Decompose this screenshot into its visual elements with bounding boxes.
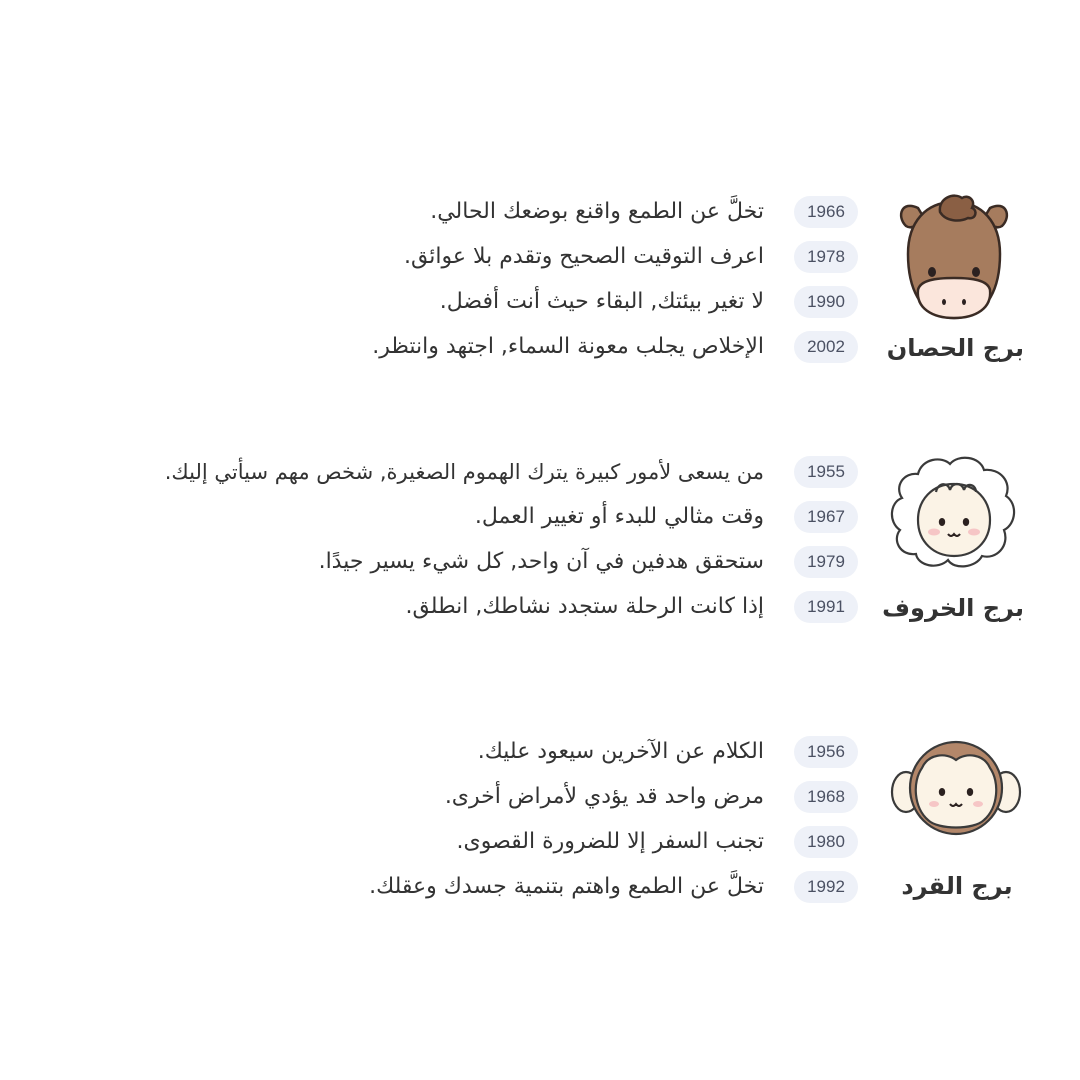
year-badge: 1955 — [794, 456, 858, 488]
fortune-row — [0, 501, 1080, 541]
year-badge: 1956 — [794, 736, 858, 768]
fortune-text: إذا كانت الرحلة ستجدد نشاطك, انطلق. — [405, 594, 764, 619]
year-badge: 1980 — [794, 826, 858, 858]
year-badge: 1992 — [794, 871, 858, 903]
zodiac-name-monkey: برج القرد — [901, 872, 1013, 900]
fortune-row — [0, 286, 1080, 326]
fortune-row — [0, 456, 1080, 496]
fortune-row — [0, 736, 1080, 776]
fortune-row — [0, 196, 1080, 236]
fortune-text: لا تغير بيئتك, البقاء حيث أنت أفضل. — [439, 289, 764, 314]
fortune-row — [0, 331, 1080, 371]
fortune-text: تخلَّ عن الطمع واهتم بتنمية جسدك وعقلك. — [369, 874, 764, 899]
year-badge: 1991 — [794, 591, 858, 623]
year-badge: 1979 — [794, 546, 858, 578]
fortune-text: تجنب السفر إلا للضرورة القصوى. — [456, 829, 764, 854]
fortune-text: من يسعى لأمور كبيرة يترك الهموم الصغيرة, شخص مهم سيأتي إليك. — [164, 460, 764, 484]
fortune-row — [0, 546, 1080, 586]
fortune-row — [0, 871, 1080, 911]
year-badge: 1990 — [794, 286, 858, 318]
year-badge: 1966 — [794, 196, 858, 228]
fortune-text: اعرف التوقيت الصحيح وتقدم بلا عوائق. — [403, 244, 764, 269]
fortune-text: وقت مثالي للبدء أو تغيير العمل. — [474, 504, 764, 529]
fortune-text: مرض واحد قد يؤدي لأمراض أخرى. — [444, 784, 764, 809]
year-badge: 1968 — [794, 781, 858, 813]
fortune-row — [0, 826, 1080, 866]
fortune-text: تخلَّ عن الطمع واقنع بوضعك الحالي. — [430, 199, 764, 224]
year-badge: 1978 — [794, 241, 858, 273]
fortune-row — [0, 241, 1080, 281]
zodiac-name-sheep: برج الخروف — [882, 594, 1024, 622]
year-badge: 1967 — [794, 501, 858, 533]
fortune-text: ستحقق هدفين في آن واحد, كل شيء يسير جيدًا. — [318, 549, 764, 574]
zodiac-name-horse: برج الحصان — [886, 334, 1024, 362]
fortune-text: الكلام عن الآخرين سيعود عليك. — [477, 739, 764, 764]
fortune-row — [0, 781, 1080, 821]
fortune-row — [0, 591, 1080, 631]
fortune-text: الإخلاص يجلب معونة السماء, اجتهد وانتظر. — [372, 334, 764, 359]
year-badge: 2002 — [794, 331, 858, 363]
